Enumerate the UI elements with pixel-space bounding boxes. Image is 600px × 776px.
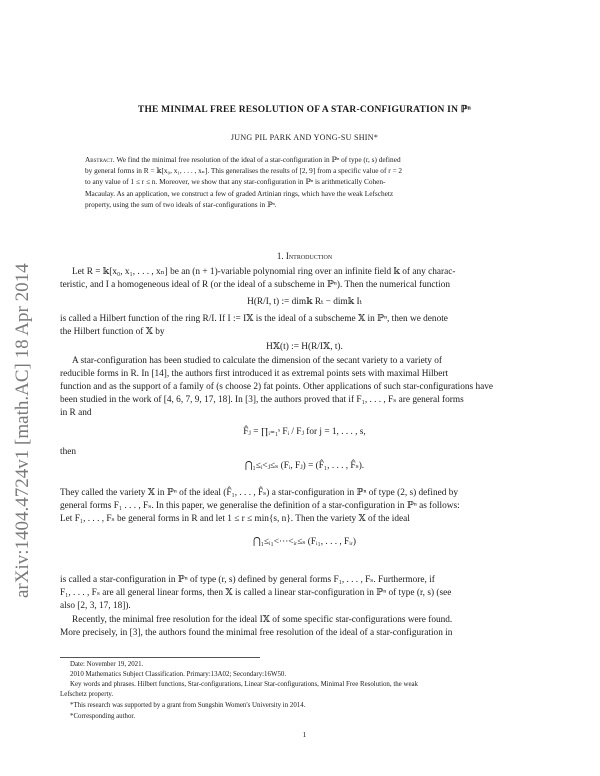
paper-title: THE MINIMAL FREE RESOLUTION OF A STAR-CONFIGURATION IN ℙⁿ [137,105,472,115]
text-line: reducible forms in R. In [14], the authors first introduced it as extremal points sets with maximal Hilbert [60,369,449,379]
text-line: is called a star-configuration in ℙⁿ of type (r, s) defined by general forms F₁, . . . , Fₛ. Furthermore, if [60,575,435,585]
text-line: Let F₁, . . . , Fₛ be general forms in R and let 1 ≤ r ≤ min{s, n}. Then the variety 𝕏 of the ideal [60,514,410,524]
paper-page [60,0,549,776]
abstract-line-4: Macaulay. As an application, we construct a few of graded Artinian rings, which have the weak Lefschetz [85,188,394,198]
text-line: Recently, the minimal free resolution for the ideal I𝕏 of some specific star-configurations were found. [72,615,453,625]
text-line: Let R = 𝕜[x₀, x₁, . . . , xₙ] be an (n + 1)-variable polynomial ring over an infinite field 𝕜 of any charac- [72,267,456,277]
text-line: function and as the support of a family of (s choose 2) fat points. Other applications of such star-configurations have [60,382,494,392]
page-number: 1 [302,730,307,739]
text-line: then [60,447,77,457]
footnote-corresponding: *Corresponding author. [70,713,136,720]
arxiv-stamp-text: arXiv:1404.4724v1 [math.AC] 18 Apr 2014 [12,263,33,598]
abstract-line-1: We find the minimal free resolution of the ideal of a star-configuration in ℙⁿ of type (r, s) defined [116,155,401,164]
abstract-line-3: to any value of 1 ≤ r ≤ n. Moreover, we show that any star-configuration in ℙⁿ is arithmetically Cohen- [85,177,386,187]
equation-hilbert-function: H(R/I, t) := dim𝕜 Rₜ − dim𝕜 Iₜ [247,297,362,307]
footnote-keywords: Key words and phrases. Hilbert functions, Star-configurations, Linear Star-configurations, Minimal Free Resolution, the weak [70,681,419,688]
text-line: also [2, 3, 17, 18]). [60,601,131,611]
footnote-msc: 2010 Mathematics Subject Classification. Primary:13A02; Secondary:16W50. [70,671,287,678]
text-line: in R and [60,408,92,418]
footnote-date: Date: November 19, 2021. [70,661,144,668]
text-line: A star-configuration has been studied to calculate the dimension of the secant variety to a variety of [72,356,443,366]
footnote-rule [60,657,260,658]
text-line: More precisely, in [3], the authors found the minimal free resolution of the ideal of a star-configuration in [60,628,453,638]
arxiv-stamp [2,180,38,600]
text-line: the Hilbert function of 𝕏 by [60,327,165,337]
footnote-keywords-cont: Lefschetz property. [60,691,114,698]
text-line: been studied in the work of [4, 6, 7, 9, 17, 18]. In [3], the authors proved that if F₁, . . . , Fₛ are general forms [60,395,464,405]
abstract-line-2: by general forms in R = 𝕜[x₀, x₁, . . . , xₙ]. This generalises the results of [2, 9] from a specific value of r = 2 [85,166,403,176]
abstract-line-5: property, using the sum of two ideals of star-configurations in ℙⁿ. [85,199,277,209]
footnote-grant: *This research was supported by a grant from Sungshin Women's University in 2014. [70,702,306,709]
equation-star-config: ⋂₁≤ᵢ₁<···<ᵢᵣ≤ₛ (Fᵢ₁, . . . , Fᵢᵣ) [253,537,356,547]
text-line: is called a Hilbert function of the ring R/I. If I := I𝕏 is the ideal of a subscheme 𝕏 in ℙⁿ, then we denote [60,314,448,324]
text-line: They called the variety 𝕏 in ℙⁿ of the ideal (F̂₁, . . . , F̂ₛ) a star-configuration in ℙⁿ of type (2, s) defined by [60,488,459,498]
equation-fhat: F̂ⱼ = ∏ᵢ₌₁ˢ Fᵢ / Fⱼ for j = 1, . . . , s, [243,427,366,437]
text-line: general forms F₁ . . . , Fₛ. In this paper, we generalise the definition of a star-configuration in ℙⁿ as follows: [60,501,460,511]
author-line: JUNG PIL PARK AND YONG-SU SHIN* [230,133,379,142]
section-heading: 1. Introduction [276,251,333,261]
abstract [85,154,523,210]
equation-hilbert-x: H𝕏(t) := H(R/I𝕏, t). [266,342,343,352]
equation-intersection: ⋂₁≤ᵢ<ⱼ≤ₛ (Fᵢ, Fⱼ) = (F̂₁, . . . , F̂ₛ). [244,461,365,471]
abstract-label: Abstract. [85,155,115,164]
paragraph-1 [60,266,549,279]
text-line: F₁, . . . , Fₛ are all general linear forms, then 𝕏 is called a linear star-configuration in ℙⁿ of type (r, s) (see [60,588,452,598]
text-line: teristic, and I a homogeneous ideal of R (or the ideal of a subscheme in ℙⁿ). Then the numerical function [60,280,451,290]
